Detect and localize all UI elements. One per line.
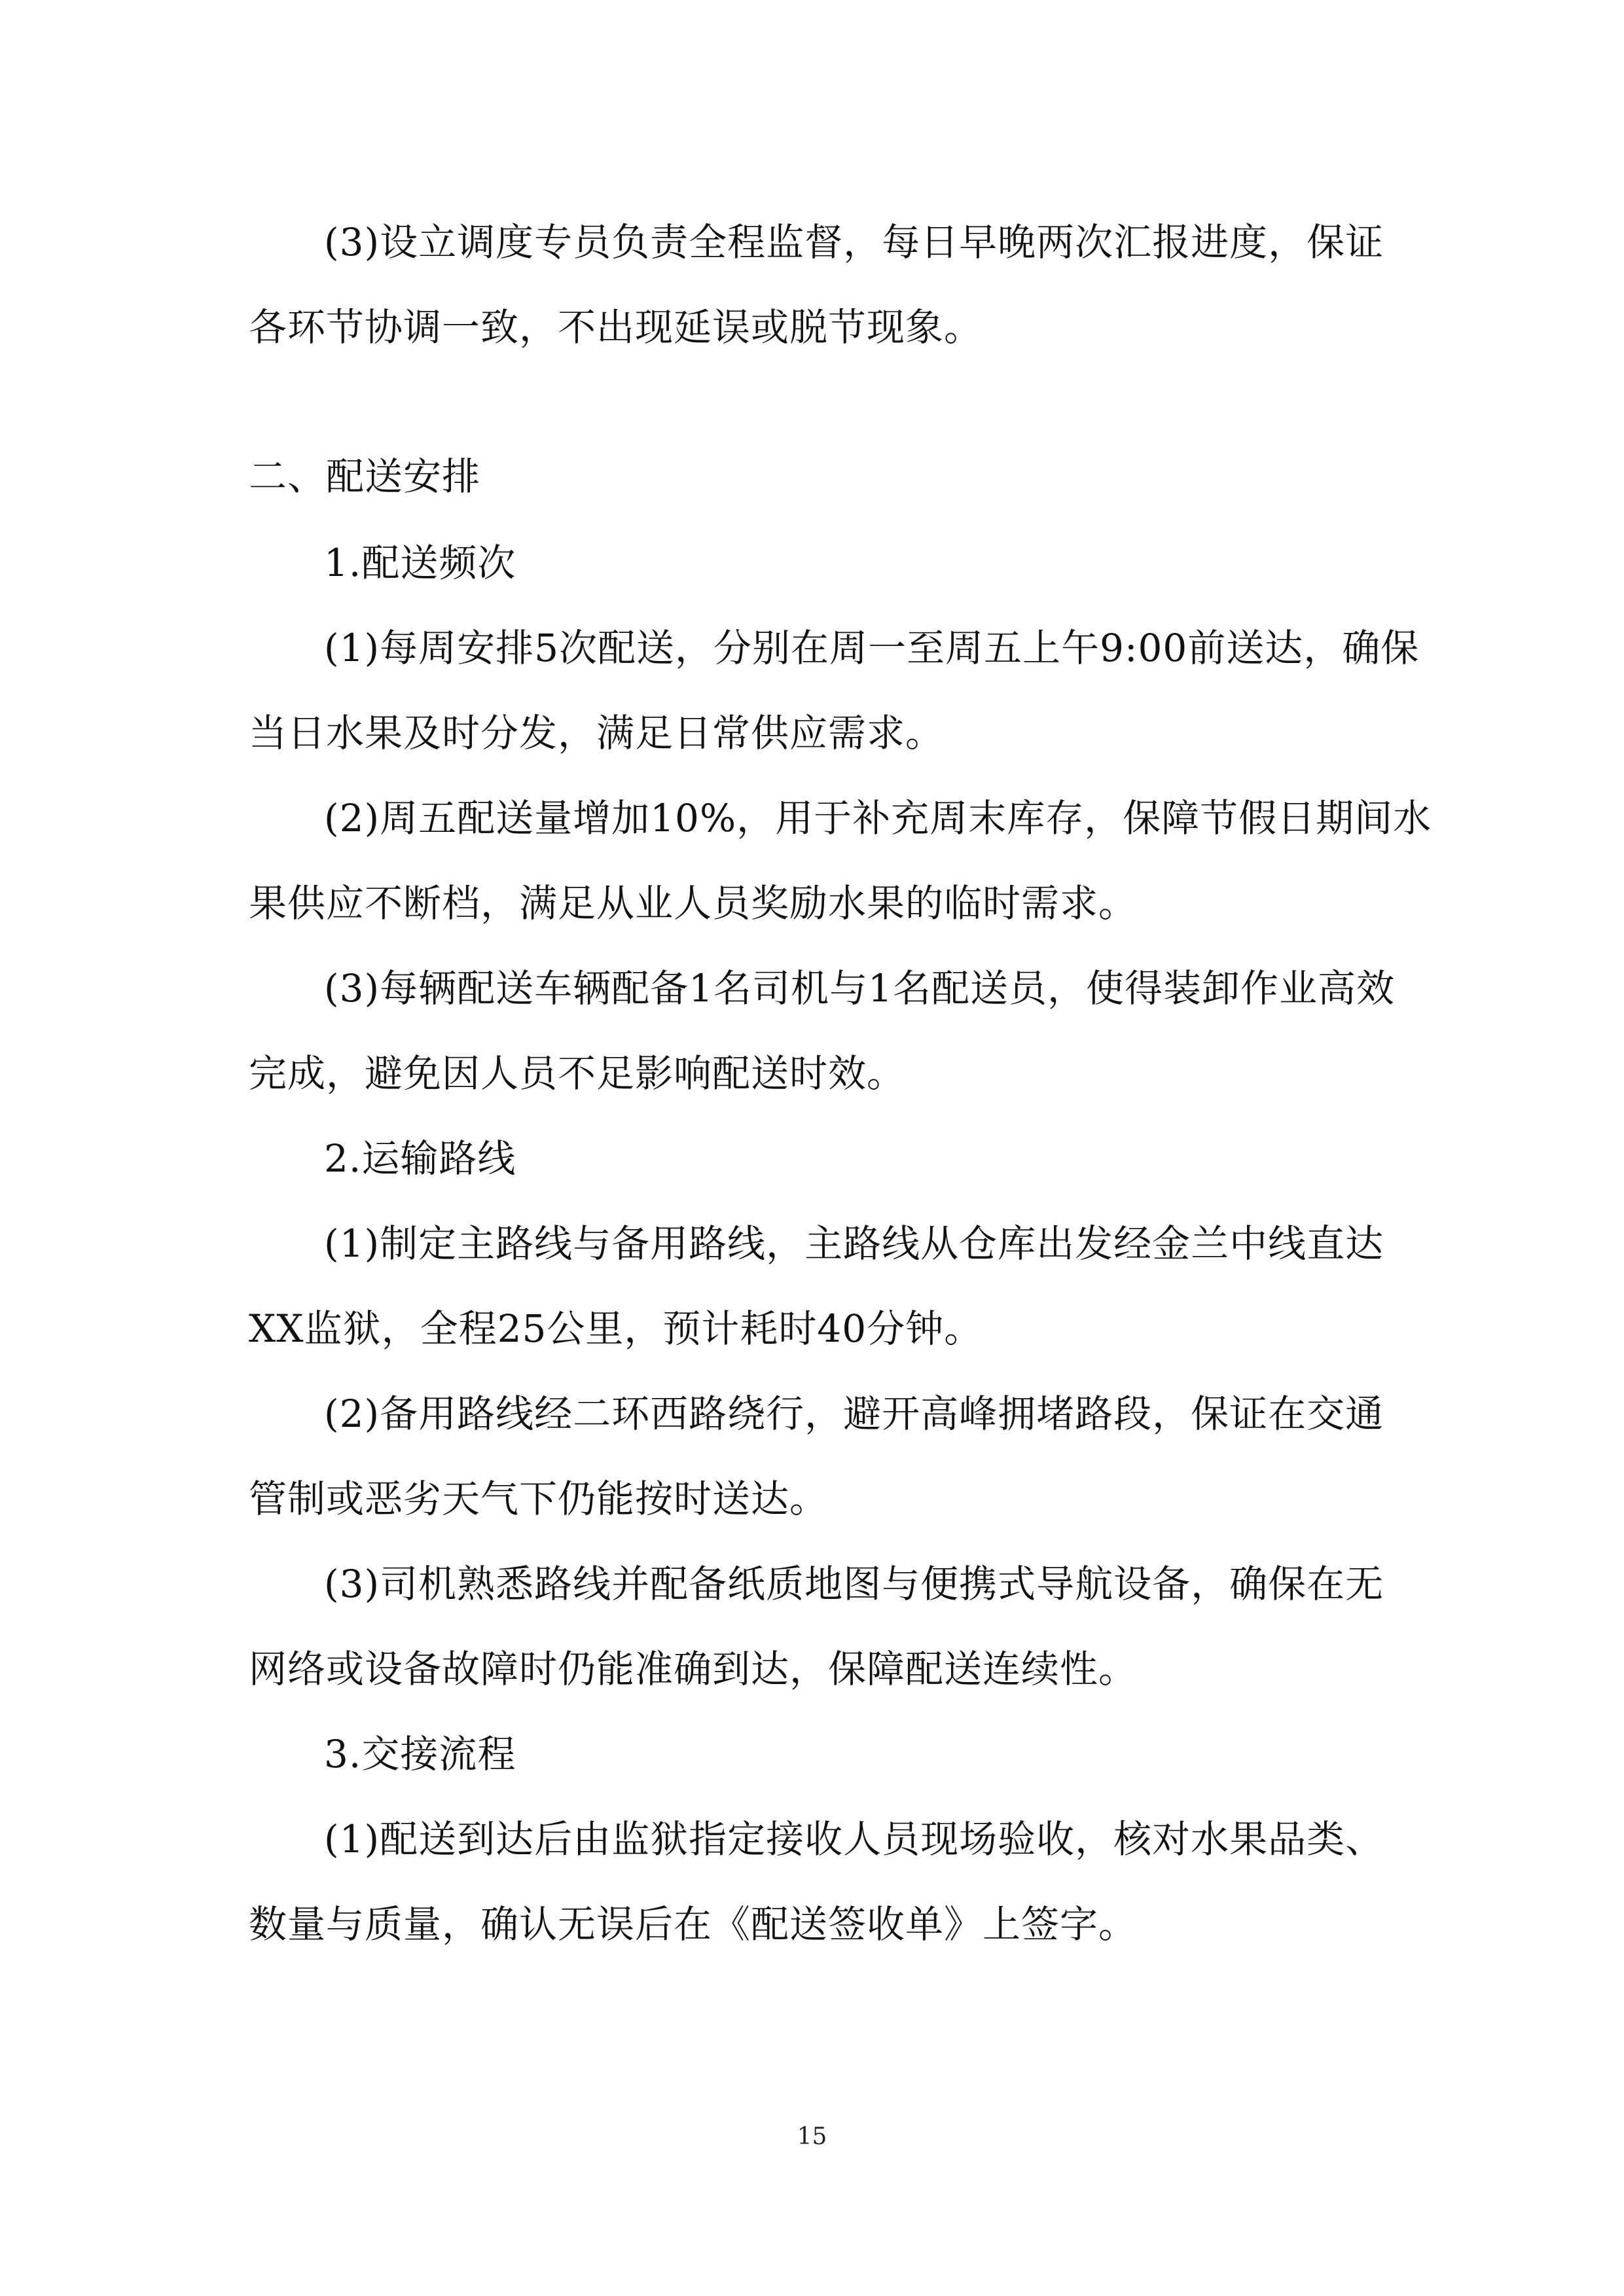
paragraph-line: (3)设立调度专员负责全程监督，每日早晚两次汇报进度，保证: [324, 220, 1384, 264]
paragraph-line: 当日水果及时分发，满足日常供应需求。: [249, 711, 945, 755]
paragraph-line: 网络或设备故障时仍能准确到达，保障配送连续性。: [249, 1647, 1138, 1691]
subsection-heading: 2.运输路线: [324, 1136, 516, 1181]
subsection-heading: 1.配送频次: [324, 541, 516, 585]
paragraph-line: 各环节协调一致，不出现延误或脱节现象。: [249, 305, 983, 350]
paragraph-line: 果供应不断档，满足从业人员奖励水果的临时需求。: [249, 881, 1138, 925]
paragraph-line: 管制或恶劣天气下仍能按时送达。: [249, 1477, 829, 1521]
paragraph-line: (1)制定主路线与备用路线，主路线从仓库出发经金兰中线直达: [324, 1221, 1384, 1266]
page-number: 15: [797, 2123, 827, 2150]
paragraph-line: (3)司机熟悉路线并配备纸质地图与便携式导航设备，确保在无: [324, 1562, 1384, 1606]
paragraph-line: (2)备用路线经二环西路绕行，避开高峰拥堵路段，保证在交通: [324, 1391, 1384, 1436]
section-heading: 二、配送安排: [249, 454, 481, 499]
paragraph-line: (1)每周安排5次配送，分别在周一至周五上午9:00前送达，确保: [324, 626, 1420, 670]
paragraph-line: 数量与质量，确认无误后在《配送签收单》上签字。: [249, 1902, 1138, 1946]
paragraph-line: 完成，避免因人员不足影响配送时效。: [249, 1051, 906, 1096]
subsection-heading: 3.交接流程: [324, 1732, 516, 1776]
paragraph-line: (2)周五配送量增加10%，用于补充周末库存，保障节假日期间水: [324, 796, 1432, 840]
paragraph-line: XX监狱，全程25公里，预计耗时40分钟。: [249, 1306, 983, 1351]
paragraph-line: (1)配送到达后由监狱指定接收人员现场验收，核对水果品类、: [324, 1817, 1384, 1861]
paragraph-line: (3)每辆配送车辆配备1名司机与1名配送员，使得装卸作业高效: [324, 966, 1395, 1011]
